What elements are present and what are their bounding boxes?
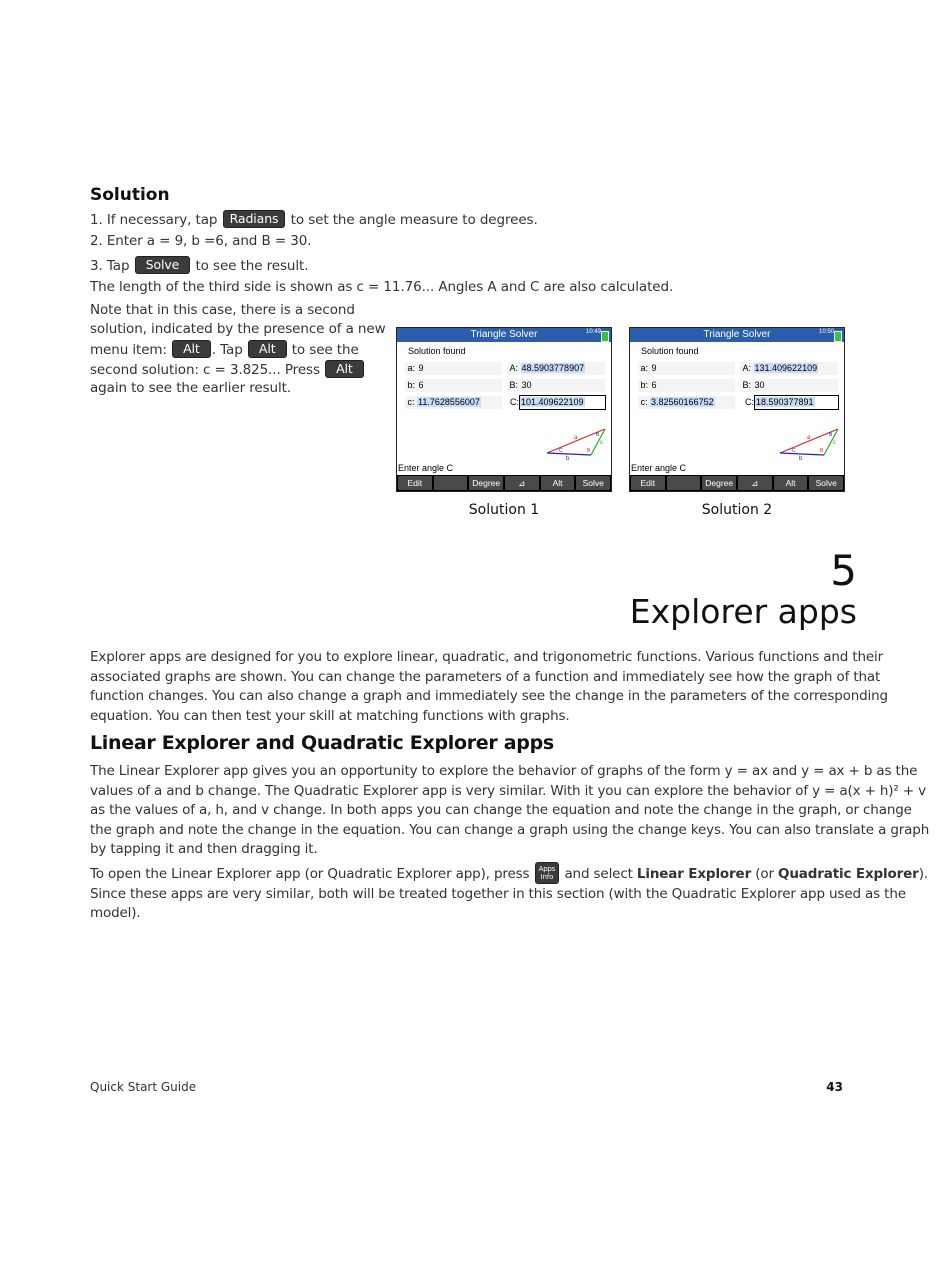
paragraph-line: the graph and note the change in the equation. You can change a graph using the change keys. You can also translate a graph (90, 821, 930, 838)
softkey-triangle[interactable]: ⊿ (738, 476, 772, 490)
section-paragraph-2 (90, 862, 928, 924)
chapter-number: 5 (830, 546, 857, 595)
svg-text:c: c (600, 440, 603, 446)
svg-text:a: a (807, 435, 811, 441)
result-text: The length of the third side is shown as c = 11.76... Angles A and C are also calculated. (90, 279, 674, 295)
paragraph-line: by tapping it and then dragging it. (90, 841, 318, 857)
svg-text:B: B (820, 448, 824, 454)
svg-text:a: a (574, 435, 578, 441)
linear-explorer-bold: Linear Explorer (636, 866, 752, 882)
field-a-value: 9 (651, 363, 657, 373)
screen-title: Triangle Solver (630, 328, 844, 342)
apps-key-top: Apps (538, 865, 556, 873)
solution-heading: Solution (90, 185, 170, 205)
field-A[interactable]: A: 48.5903778907 (507, 362, 605, 375)
field-b-value: 6 (651, 380, 657, 390)
note-text: second solution: c = 3.825... Press (90, 362, 325, 378)
intro-line: equation. You can then test your skill at matching functions with graphs. (90, 707, 570, 724)
step-2: 2. Enter a = 9, b =6, and B = 30. (90, 233, 312, 249)
svg-text:b: b (566, 456, 570, 462)
step-3-text-end: to see the result. (191, 258, 309, 274)
field-C[interactable] (745, 395, 839, 410)
field-A-value: 131.409622109 (754, 363, 818, 373)
battery-icon (601, 331, 609, 342)
field-C[interactable] (510, 395, 606, 410)
softkey-edit[interactable]: Edit (631, 476, 665, 490)
softkey-triangle[interactable]: ⊿ (505, 476, 539, 490)
step-1-text: 1. If necessary, tap (90, 212, 222, 228)
field-A-value: 48.5903778907 (521, 363, 585, 373)
note-line-4 (90, 360, 365, 378)
note-line-5: again to see the earlier result. (90, 380, 292, 396)
note-text: . Tap (211, 342, 247, 358)
field-B-value: 30 (754, 380, 765, 390)
field-c[interactable]: c: 11.7628556007 (405, 396, 502, 409)
field-C-label: C: (745, 397, 754, 407)
svg-text:B: B (829, 432, 833, 438)
softkey-empty[interactable] (434, 476, 468, 490)
paragraph-line (90, 862, 928, 885)
softkey-degree[interactable]: Degree (469, 476, 503, 490)
caption-solution-2: Solution 2 (701, 502, 773, 518)
footer-guide: Quick Start Guide (90, 1080, 197, 1094)
step-1 (90, 210, 538, 228)
note-line-1: Note that in this case, there is a second (90, 302, 355, 318)
svg-text:C: C (559, 448, 563, 454)
field-b[interactable]: b: 6 (638, 379, 735, 392)
field-C-value: 18.590377891 (756, 397, 814, 407)
field-B-value: 30 (521, 380, 532, 390)
paragraph-line: The Linear Explorer app gives you an opportunity to explore the behavior of graphs of the form y = ax and y = ax + b as the (90, 763, 918, 779)
field-c[interactable]: c: 3.82560166752 (638, 396, 735, 409)
section-heading: Linear Explorer and Quadratic Explorer apps (90, 732, 554, 754)
field-B[interactable]: B: 30 (740, 379, 838, 392)
step-3-text: 3. Tap (90, 258, 134, 274)
radians-key: Radians (223, 210, 286, 228)
paragraph-text: and select (560, 866, 637, 882)
svg-text:b: b (799, 456, 803, 462)
paragraph-line: Since these apps are very similar, both will be treated together in this section (with the Quadratic Explorer app used as the (90, 885, 906, 902)
battery-icon (834, 331, 842, 342)
field-B[interactable]: B: 30 (507, 379, 605, 392)
alt-key: Alt (172, 340, 211, 358)
clock: 10:50 (818, 329, 834, 335)
page-number: 43 (826, 1080, 843, 1094)
paragraph-line: values of a and b change. The Quadratic Explorer app is very similar. With it you can explore the behavior of y = a(x + h)² + v (90, 782, 926, 799)
field-C-label: C: (510, 397, 519, 407)
field-b-value: 6 (418, 380, 424, 390)
note-text: to see the (287, 342, 359, 358)
paragraph-line: model). (90, 905, 141, 921)
calculator-screen-1 (396, 327, 612, 492)
softkey-edit[interactable]: Edit (398, 476, 432, 490)
chapter-title: Explorer apps (629, 592, 857, 631)
softkey-bar (630, 475, 844, 491)
svg-text:B: B (587, 448, 591, 454)
alt-key: Alt (248, 340, 287, 358)
softkey-bar (397, 475, 611, 491)
paragraph-text: (or (751, 866, 778, 882)
intro-line: function changes. You can also change a graph and immediately see the change in the parameters of the corresponding (90, 688, 888, 704)
calculator-screen-2 (629, 327, 845, 492)
paragraph-text: To open the Linear Explorer app (or Quadratic Explorer app), press (90, 866, 534, 882)
triangle-diagram (775, 426, 843, 462)
softkey-alt[interactable]: Alt (541, 476, 575, 490)
intro-paragraph (90, 648, 888, 726)
prompt-text: Enter angle C (398, 463, 454, 473)
field-c-value: 3.82560166752 (651, 397, 714, 407)
softkey-empty[interactable] (667, 476, 701, 490)
alt-key: Alt (325, 360, 364, 378)
solve-key: Solve (135, 256, 191, 274)
note-line-3 (90, 340, 359, 358)
apps-key-bottom: Info (540, 873, 554, 881)
softkey-alt[interactable]: Alt (774, 476, 808, 490)
apps-key (535, 862, 560, 884)
triangle-diagram (542, 426, 610, 462)
step-1-text-end: to set the angle measure to degrees. (286, 212, 538, 228)
field-c-value: 11.7628556007 (418, 397, 480, 407)
note-text: menu item: (90, 342, 172, 358)
intro-line: associated graphs are shown. You can change the parameters of a function and immediately see how the graph of that (90, 668, 881, 685)
svg-text:C: C (792, 448, 796, 454)
quadratic-explorer-bold: Quadratic Explorer (778, 866, 919, 882)
section-paragraph-1 (90, 762, 929, 860)
field-a[interactable]: a: 9 (405, 362, 502, 375)
paragraph-text: ). (918, 866, 928, 882)
field-a-value: 9 (418, 363, 424, 373)
clock: 10:49 (585, 329, 601, 335)
screen-title: Triangle Solver (397, 328, 611, 342)
field-A[interactable]: A: 131.409622109 (740, 362, 838, 375)
status-text: Solution found (641, 346, 699, 356)
svg-text:c: c (833, 440, 836, 446)
field-a[interactable]: a: 9 (638, 362, 735, 375)
step-3 (90, 256, 308, 274)
caption-solution-1: Solution 1 (468, 502, 540, 518)
svg-text:B: B (596, 432, 600, 438)
prompt-text: Enter angle C (631, 463, 687, 473)
status-text: Solution found (408, 346, 466, 356)
note-line-2: solution, indicated by the presence of a new (90, 321, 386, 337)
intro-line: Explorer apps are designed for you to explore linear, quadratic, and trigonometric functions. Various functions and their (90, 649, 884, 665)
softkey-solve[interactable]: Solve (809, 476, 843, 490)
softkey-degree[interactable]: Degree (702, 476, 736, 490)
paragraph-line: as the values of a, h, and v change. In both apps you can change the equation and note the change in the graph, or change (90, 802, 912, 818)
softkey-solve[interactable]: Solve (576, 476, 610, 490)
field-b[interactable]: b: 6 (405, 379, 502, 392)
field-C-value: 101.409622109 (521, 397, 584, 407)
